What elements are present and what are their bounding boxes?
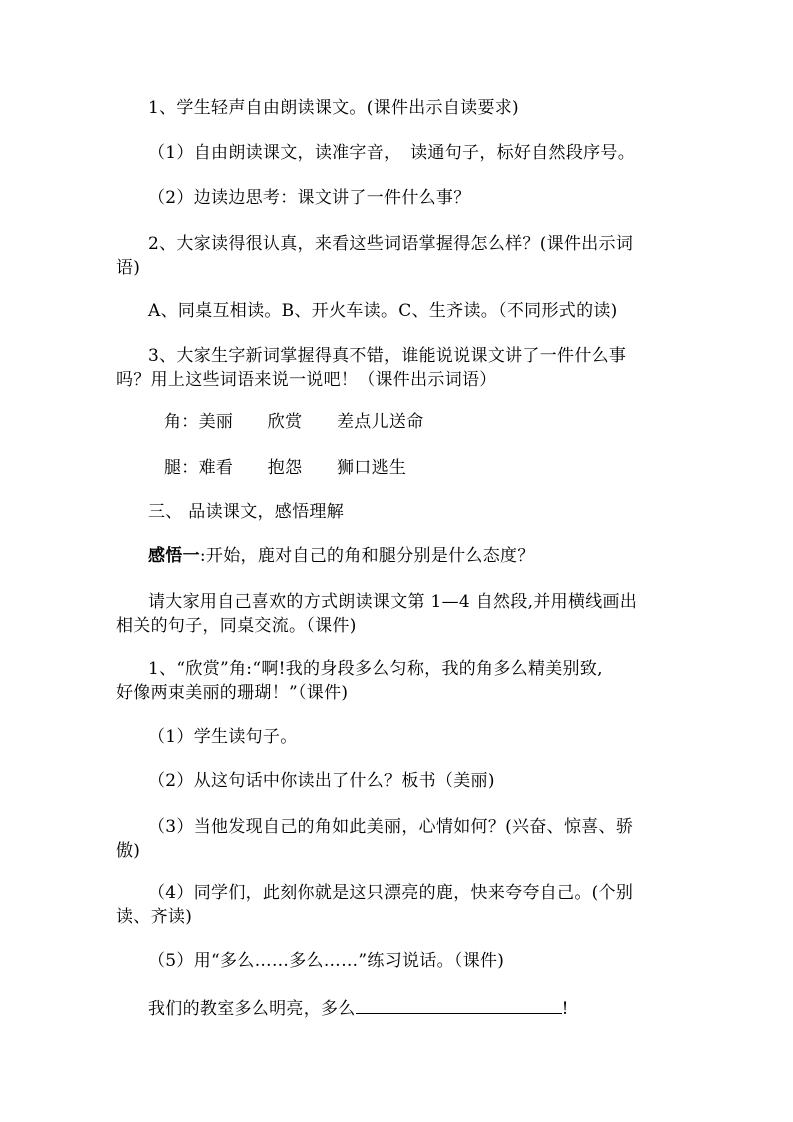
step-4-line-1: （4）同学们，此刻你就是这只漂亮的鹿，快来夸夸自己。(个别 xyxy=(148,883,634,903)
insight-1-question xyxy=(148,544,535,568)
vocab-horns: 角：美丽 欣赏 差点儿送命 xyxy=(164,412,424,432)
paragraph-2-line-1: 2、大家读得很认真，来看这些词语掌握得怎么样？(课件出示词 xyxy=(148,234,634,254)
paragraph-2-line-2: 语) xyxy=(116,258,141,278)
paragraph-1-item-1: （1）自由朗读课文，读准字音， 读通句子，标好自然段序号。 xyxy=(148,143,636,163)
paragraph-1-item-2: （2）边读边思考：课文讲了一件什么事？ xyxy=(148,188,471,208)
fill-in-blank xyxy=(356,995,562,1014)
paragraph-3-line-1: 3、大家生字新词掌握得真不错，谁能说说课文讲了一件什么事 xyxy=(148,346,627,366)
insight-1-text: :开始，鹿对自己的角和腿分别是什么态度？ xyxy=(199,546,535,566)
step-4-line-2: 读、齐读) xyxy=(116,907,193,927)
paragraph-3-line-2: 吗？用上这些词语来说一说吧！（课件出示词语） xyxy=(116,370,497,390)
step-1: （1）学生读句子。 xyxy=(148,727,298,747)
step-2: （2）从这句话中你读出了什么？板书（美丽) xyxy=(148,771,495,791)
step-3-line-1: （3）当他发现自己的角如此美丽，心情如何？(兴奋、惊喜、骄 xyxy=(148,817,634,837)
fill-in-suffix: ! xyxy=(561,999,569,1019)
quote-line-2: 好像两束美丽的珊瑚！”（课件) xyxy=(116,683,349,703)
fill-in-sentence xyxy=(148,995,569,1021)
instruction-line-1: 请大家用自己喜欢的方式朗读课文第 1—4 自然段,并用横线画出 xyxy=(148,592,638,612)
instruction-line-2: 相关的句子，同桌交流。（课件) xyxy=(116,616,357,636)
paragraph-1: 1、学生轻声自由朗读课文。(课件出示自读要求) xyxy=(148,98,519,118)
section-heading-3: 三、 品读课文，感悟理解 xyxy=(148,502,345,522)
vocab-legs: 腿：难看 抱怨 狮口逃生 xyxy=(164,458,407,478)
paragraph-reading-forms: A、同桌互相读。B、开火车读。C、生齐读。（不同形式的读) xyxy=(148,301,618,321)
quote-line-1: 1、“欣赏”角:“啊!我的身段多么匀称，我的角多么精美别致, xyxy=(148,659,603,679)
insight-1-label: 感悟一 xyxy=(148,546,200,566)
step-5: （5）用“多么……多么……”练习说话。（课件) xyxy=(148,951,505,971)
step-3-line-2: 傲) xyxy=(116,841,141,861)
fill-in-prefix: 我们的教室多么明亮，多么 xyxy=(148,999,356,1019)
